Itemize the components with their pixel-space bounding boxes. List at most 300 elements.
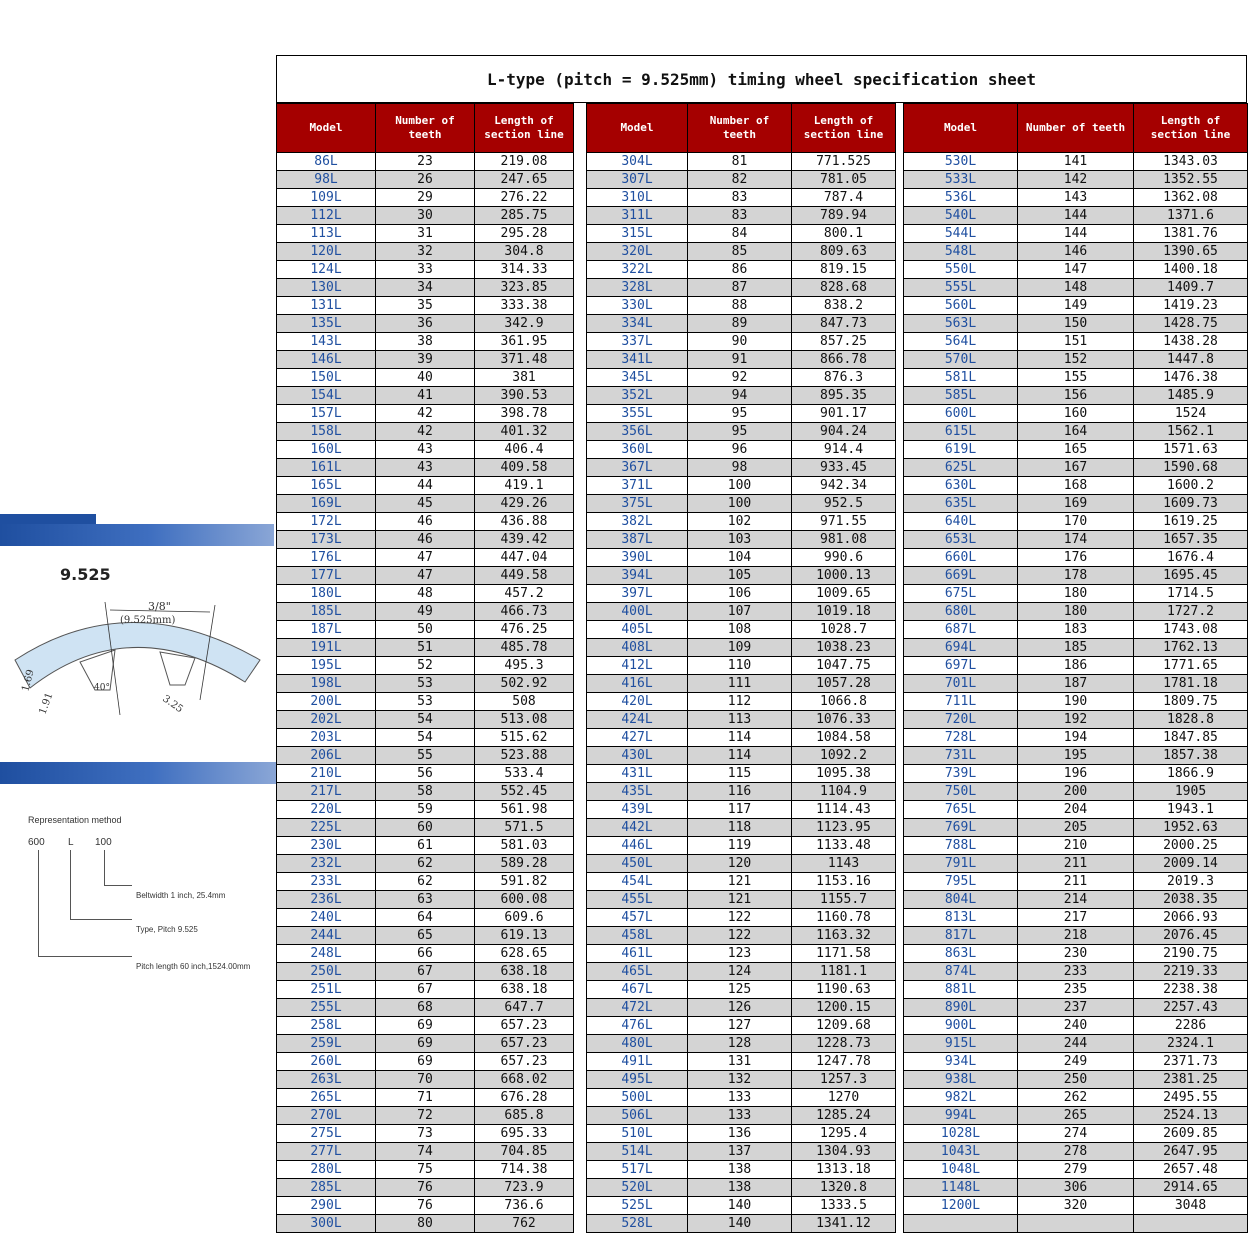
teeth-cell: 119: [688, 837, 792, 855]
length-cell: 619.13: [475, 927, 574, 945]
teeth-cell: 249: [1018, 1053, 1134, 1071]
column-gap: [896, 909, 904, 927]
model-cell: 390L: [587, 549, 688, 567]
teeth-cell: 52: [376, 657, 475, 675]
leader-line: [38, 850, 39, 956]
column-gap: [574, 1125, 587, 1143]
teeth-cell: 144: [1018, 225, 1134, 243]
header-teeth: Number of teeth: [688, 104, 792, 153]
length-cell: 1009.65: [792, 585, 896, 603]
teeth-cell: 180: [1018, 585, 1134, 603]
table-row: [277, 657, 1248, 675]
column-gap: [896, 261, 904, 279]
column-gap: [896, 513, 904, 531]
length-cell: 3048: [1134, 1197, 1248, 1215]
length-cell: 447.04: [475, 549, 574, 567]
length-cell: 2647.95: [1134, 1143, 1248, 1161]
length-cell: 409.58: [475, 459, 574, 477]
length-cell: 1905: [1134, 783, 1248, 801]
teeth-cell: 138: [688, 1179, 792, 1197]
model-cell: 146L: [277, 351, 376, 369]
column-gap: [574, 1035, 587, 1053]
length-cell: 1362.08: [1134, 189, 1248, 207]
teeth-cell: 40: [376, 369, 475, 387]
length-cell: 1381.76: [1134, 225, 1248, 243]
length-cell: 581.03: [475, 837, 574, 855]
model-cell: 191L: [277, 639, 376, 657]
column-gap: [896, 1161, 904, 1179]
teeth-cell: 112: [688, 693, 792, 711]
length-cell: 1476.38: [1134, 369, 1248, 387]
teeth-cell: 138: [688, 1161, 792, 1179]
table-row: [277, 1053, 1248, 1071]
teeth-cell: 149: [1018, 297, 1134, 315]
column-gap: [896, 1197, 904, 1215]
teeth-cell: 42: [376, 405, 475, 423]
teeth-cell: 123: [688, 945, 792, 963]
length-cell: 1285.24: [792, 1107, 896, 1125]
teeth-cell: 88: [688, 297, 792, 315]
length-cell: 895.35: [792, 387, 896, 405]
length-cell: 762: [475, 1215, 574, 1233]
length-cell: 361.95: [475, 333, 574, 351]
table-row: [277, 387, 1248, 405]
length-cell: 1153.16: [792, 873, 896, 891]
model-cell: 1043L: [904, 1143, 1018, 1161]
teeth-cell: 155: [1018, 369, 1134, 387]
length-cell: 1038.23: [792, 639, 896, 657]
model-cell: 563L: [904, 315, 1018, 333]
table-row: [277, 477, 1248, 495]
model-cell: 172L: [277, 513, 376, 531]
length-cell: 371.48: [475, 351, 574, 369]
teeth-cell: 87: [688, 279, 792, 297]
column-gap: [896, 1071, 904, 1089]
model-cell: 458L: [587, 927, 688, 945]
column-gap: [574, 1197, 587, 1215]
teeth-cell: 75: [376, 1161, 475, 1179]
model-cell: 817L: [904, 927, 1018, 945]
length-cell: 942.34: [792, 477, 896, 495]
angle-label: 40°: [94, 683, 110, 693]
teeth-cell: 44: [376, 477, 475, 495]
table-row: [277, 549, 1248, 567]
column-gap: [896, 675, 904, 693]
teeth-cell: 211: [1018, 873, 1134, 891]
length-cell: 847.73: [792, 315, 896, 333]
length-cell: 1095.38: [792, 765, 896, 783]
length-cell: 304.8: [475, 243, 574, 261]
model-cell: 255L: [277, 999, 376, 1017]
model-cell: 230L: [277, 837, 376, 855]
teeth-cell: 47: [376, 567, 475, 585]
table-row: [277, 567, 1248, 585]
length-cell: 1133.48: [792, 837, 896, 855]
model-cell: 420L: [587, 693, 688, 711]
length-cell: 657.23: [475, 1035, 574, 1053]
model-cell: 143L: [277, 333, 376, 351]
model-cell: 259L: [277, 1035, 376, 1053]
length-cell: 1485.9: [1134, 387, 1248, 405]
teeth-cell: 62: [376, 855, 475, 873]
belt-tooth-diagram: [10, 590, 270, 730]
leader-line: [104, 850, 105, 885]
model-cell: 176L: [277, 549, 376, 567]
column-gap: [574, 981, 587, 999]
model-cell: 206L: [277, 747, 376, 765]
length-cell: 1181.1: [792, 963, 896, 981]
model-cell: 315L: [587, 225, 688, 243]
spec-table: [276, 103, 1248, 1233]
length-cell: 1123.95: [792, 819, 896, 837]
model-cell: 198L: [277, 675, 376, 693]
teeth-cell: 23: [376, 153, 475, 171]
column-gap: [574, 657, 587, 675]
length-cell: 419.1: [475, 477, 574, 495]
length-cell: 1104.9: [792, 783, 896, 801]
length-cell: 1200.15: [792, 999, 896, 1017]
teeth-cell: 196: [1018, 765, 1134, 783]
model-cell: 555L: [904, 279, 1018, 297]
model-cell: 791L: [904, 855, 1018, 873]
teeth-cell: 262: [1018, 1089, 1134, 1107]
table-row: [277, 693, 1248, 711]
table-row: [277, 783, 1248, 801]
teeth-cell: 133: [688, 1107, 792, 1125]
length-cell: 398.78: [475, 405, 574, 423]
decorative-band-top: [0, 524, 274, 546]
length-cell: 2257.43: [1134, 999, 1248, 1017]
length-cell: 589.28: [475, 855, 574, 873]
table-row: [277, 441, 1248, 459]
model-cell: 585L: [904, 387, 1018, 405]
teeth-cell: 131: [688, 1053, 792, 1071]
teeth-cell: 128: [688, 1035, 792, 1053]
column-gap: [574, 585, 587, 603]
column-gap: [574, 909, 587, 927]
model-cell: [904, 1215, 1018, 1233]
model-cell: 225L: [277, 819, 376, 837]
column-gap: [896, 585, 904, 603]
table-row: [277, 765, 1248, 783]
teeth-cell: 127: [688, 1017, 792, 1035]
spec-table-container: [276, 55, 1247, 1233]
model-cell: 640L: [904, 513, 1018, 531]
model-cell: 530L: [904, 153, 1018, 171]
length-cell: 901.17: [792, 405, 896, 423]
teeth-cell: 160: [1018, 405, 1134, 423]
teeth-cell: 122: [688, 909, 792, 927]
model-cell: 236L: [277, 891, 376, 909]
model-cell: 158L: [277, 423, 376, 441]
table-row: [277, 495, 1248, 513]
column-gap: [574, 675, 587, 693]
length-cell: 219.08: [475, 153, 574, 171]
teeth-cell: 115: [688, 765, 792, 783]
model-cell: 345L: [587, 369, 688, 387]
table-row: [277, 423, 1248, 441]
table-row: [277, 261, 1248, 279]
length-cell: 523.88: [475, 747, 574, 765]
length-cell: 1313.18: [792, 1161, 896, 1179]
teeth-cell: 126: [688, 999, 792, 1017]
length-cell: 771.525: [792, 153, 896, 171]
column-gap: [896, 207, 904, 225]
model-cell: 258L: [277, 1017, 376, 1035]
teeth-cell: 65: [376, 927, 475, 945]
column-gap: [896, 855, 904, 873]
table-row: [277, 1089, 1248, 1107]
teeth-cell: 187: [1018, 675, 1134, 693]
model-cell: 202L: [277, 711, 376, 729]
teeth-cell: 150: [1018, 315, 1134, 333]
column-gap: [896, 567, 904, 585]
teeth-cell: 170: [1018, 513, 1134, 531]
length-cell: 2524.13: [1134, 1107, 1248, 1125]
length-cell: 1295.4: [792, 1125, 896, 1143]
teeth-cell: 34: [376, 279, 475, 297]
teeth-cell: 91: [688, 351, 792, 369]
length-cell: 1076.33: [792, 711, 896, 729]
column-gap: [574, 711, 587, 729]
length-cell: 1727.2: [1134, 603, 1248, 621]
model-cell: 669L: [904, 567, 1018, 585]
teeth-cell: 54: [376, 729, 475, 747]
teeth-cell: 144: [1018, 207, 1134, 225]
teeth-cell: 116: [688, 783, 792, 801]
model-cell: 310L: [587, 189, 688, 207]
length-cell: 1270: [792, 1089, 896, 1107]
length-cell: 789.94: [792, 207, 896, 225]
teeth-cell: 152: [1018, 351, 1134, 369]
length-cell: 515.62: [475, 729, 574, 747]
length-cell: 1400.18: [1134, 261, 1248, 279]
pitch-value: 9.525: [60, 565, 111, 584]
model-cell: 457L: [587, 909, 688, 927]
length-cell: 1084.58: [792, 729, 896, 747]
model-cell: 446L: [587, 837, 688, 855]
length-cell: 561.98: [475, 801, 574, 819]
length-cell: 1092.2: [792, 747, 896, 765]
model-cell: 161L: [277, 459, 376, 477]
model-cell: 660L: [904, 549, 1018, 567]
teeth-cell: 147: [1018, 261, 1134, 279]
representation-title: Representation method: [28, 815, 122, 825]
column-gap: [896, 225, 904, 243]
column-gap: [896, 1125, 904, 1143]
teeth-cell: 125: [688, 981, 792, 999]
teeth-cell: 86: [688, 261, 792, 279]
teeth-cell: 279: [1018, 1161, 1134, 1179]
teeth-cell: 205: [1018, 819, 1134, 837]
teeth-cell: 168: [1018, 477, 1134, 495]
teeth-cell: 103: [688, 531, 792, 549]
length-cell: 1657.35: [1134, 531, 1248, 549]
teeth-cell: 64: [376, 909, 475, 927]
length-cell: 1419.23: [1134, 297, 1248, 315]
length-cell: 981.08: [792, 531, 896, 549]
model-cell: 330L: [587, 297, 688, 315]
length-cell: 1695.45: [1134, 567, 1248, 585]
column-gap: [896, 999, 904, 1017]
length-cell: 1447.8: [1134, 351, 1248, 369]
column-gap: [896, 819, 904, 837]
column-gap: [896, 621, 904, 639]
teeth-cell: 140: [688, 1197, 792, 1215]
length-cell: 2657.48: [1134, 1161, 1248, 1179]
column-gap: [574, 927, 587, 945]
length-cell: 819.15: [792, 261, 896, 279]
column-gap: [896, 837, 904, 855]
table-row: [277, 297, 1248, 315]
teeth-cell: 235: [1018, 981, 1134, 999]
table-row: [277, 909, 1248, 927]
model-cell: 135L: [277, 315, 376, 333]
table-row: [277, 207, 1248, 225]
decorative-band-bottom: [0, 762, 276, 784]
teeth-cell: 47: [376, 549, 475, 567]
column-gap: [574, 783, 587, 801]
teeth-cell: 61: [376, 837, 475, 855]
table-row: [277, 351, 1248, 369]
model-cell: 788L: [904, 837, 1018, 855]
teeth-cell: 132: [688, 1071, 792, 1089]
model-cell: 416L: [587, 675, 688, 693]
model-cell: 131L: [277, 297, 376, 315]
length-cell: 2914.65: [1134, 1179, 1248, 1197]
column-gap: [896, 891, 904, 909]
table-row: [277, 1179, 1248, 1197]
length-cell: 1390.65: [1134, 243, 1248, 261]
table-row: [277, 513, 1248, 531]
length-cell: 295.28: [475, 225, 574, 243]
teeth-cell: 58: [376, 783, 475, 801]
teeth-cell: 29: [376, 189, 475, 207]
model-cell: 130L: [277, 279, 376, 297]
model-cell: 427L: [587, 729, 688, 747]
table-row: [277, 981, 1248, 999]
model-cell: 290L: [277, 1197, 376, 1215]
model-cell: 232L: [277, 855, 376, 873]
length-cell: 1847.85: [1134, 729, 1248, 747]
model-cell: 915L: [904, 1035, 1018, 1053]
model-cell: 938L: [904, 1071, 1018, 1089]
teeth-cell: 278: [1018, 1143, 1134, 1161]
length-cell: 1341.12: [792, 1215, 896, 1233]
model-cell: 994L: [904, 1107, 1018, 1125]
teeth-cell: 69: [376, 1035, 475, 1053]
teeth-cell: 104: [688, 549, 792, 567]
length-cell: 1343.03: [1134, 153, 1248, 171]
model-cell: 863L: [904, 945, 1018, 963]
model-cell: 1200L: [904, 1197, 1018, 1215]
header-row: [277, 104, 1248, 153]
length-cell: 1171.58: [792, 945, 896, 963]
length-cell: 638.18: [475, 981, 574, 999]
teeth-cell: 83: [688, 189, 792, 207]
model-cell: 600L: [904, 405, 1018, 423]
length-cell: 914.4: [792, 441, 896, 459]
table-row: [277, 819, 1248, 837]
length-cell: 2609.85: [1134, 1125, 1248, 1143]
teeth-cell: 233: [1018, 963, 1134, 981]
teeth-cell: 49: [376, 603, 475, 621]
length-cell: 466.73: [475, 603, 574, 621]
table-row: [277, 333, 1248, 351]
model-cell: 500L: [587, 1089, 688, 1107]
teeth-cell: 117: [688, 801, 792, 819]
teeth-cell: 92: [688, 369, 792, 387]
model-cell: 431L: [587, 765, 688, 783]
column-gap: [896, 1035, 904, 1053]
model-cell: 720L: [904, 711, 1018, 729]
teeth-cell: 151: [1018, 333, 1134, 351]
teeth-cell: 176: [1018, 549, 1134, 567]
model-cell: 982L: [904, 1089, 1018, 1107]
length-cell: 1571.63: [1134, 441, 1248, 459]
length-cell: 1066.8: [792, 693, 896, 711]
length-cell: 1320.8: [792, 1179, 896, 1197]
length-cell: 657.23: [475, 1053, 574, 1071]
column-gap: [896, 189, 904, 207]
model-cell: 495L: [587, 1071, 688, 1089]
length-cell: 1781.18: [1134, 675, 1248, 693]
left-panel: [0, 0, 276, 1252]
model-cell: 900L: [904, 1017, 1018, 1035]
pitch-fraction-label: 3/8": [148, 600, 171, 613]
model-cell: 86L: [277, 153, 376, 171]
table-row: [277, 171, 1248, 189]
teeth-cell: 114: [688, 729, 792, 747]
length-cell: 276.22: [475, 189, 574, 207]
model-cell: 169L: [277, 495, 376, 513]
column-gap: [896, 405, 904, 423]
model-cell: 544L: [904, 225, 1018, 243]
teeth-cell: 174: [1018, 531, 1134, 549]
teeth-cell: 137: [688, 1143, 792, 1161]
length-cell: 2238.38: [1134, 981, 1248, 999]
model-cell: 195L: [277, 657, 376, 675]
teeth-cell: 46: [376, 531, 475, 549]
model-cell: 533L: [904, 171, 1018, 189]
length-cell: 1866.9: [1134, 765, 1248, 783]
table-row: [277, 891, 1248, 909]
model-cell: 435L: [587, 783, 688, 801]
table-row: [277, 603, 1248, 621]
representation-beltwidth: Beltwidth 1 inch, 25.4mm: [136, 891, 226, 900]
table-row: [277, 873, 1248, 891]
length-cell: 1409.7: [1134, 279, 1248, 297]
column-gap: [574, 765, 587, 783]
model-cell: 442L: [587, 819, 688, 837]
model-cell: 680L: [904, 603, 1018, 621]
teeth-cell: 237: [1018, 999, 1134, 1017]
column-gap: [896, 1107, 904, 1125]
table-row: [277, 837, 1248, 855]
length-cell: 2286: [1134, 1017, 1248, 1035]
table-row: [277, 729, 1248, 747]
teeth-cell: 200: [1018, 783, 1134, 801]
column-gap: [896, 369, 904, 387]
column-gap: [574, 531, 587, 549]
teeth-cell: 76: [376, 1179, 475, 1197]
length-cell: 323.85: [475, 279, 574, 297]
column-gap: [896, 531, 904, 549]
column-gap: [574, 891, 587, 909]
length-cell: 1619.25: [1134, 513, 1248, 531]
spec-sheet-title: L-type (pitch = 9.525mm) timing wheel specification sheet: [276, 55, 1247, 103]
model-cell: 467L: [587, 981, 688, 999]
